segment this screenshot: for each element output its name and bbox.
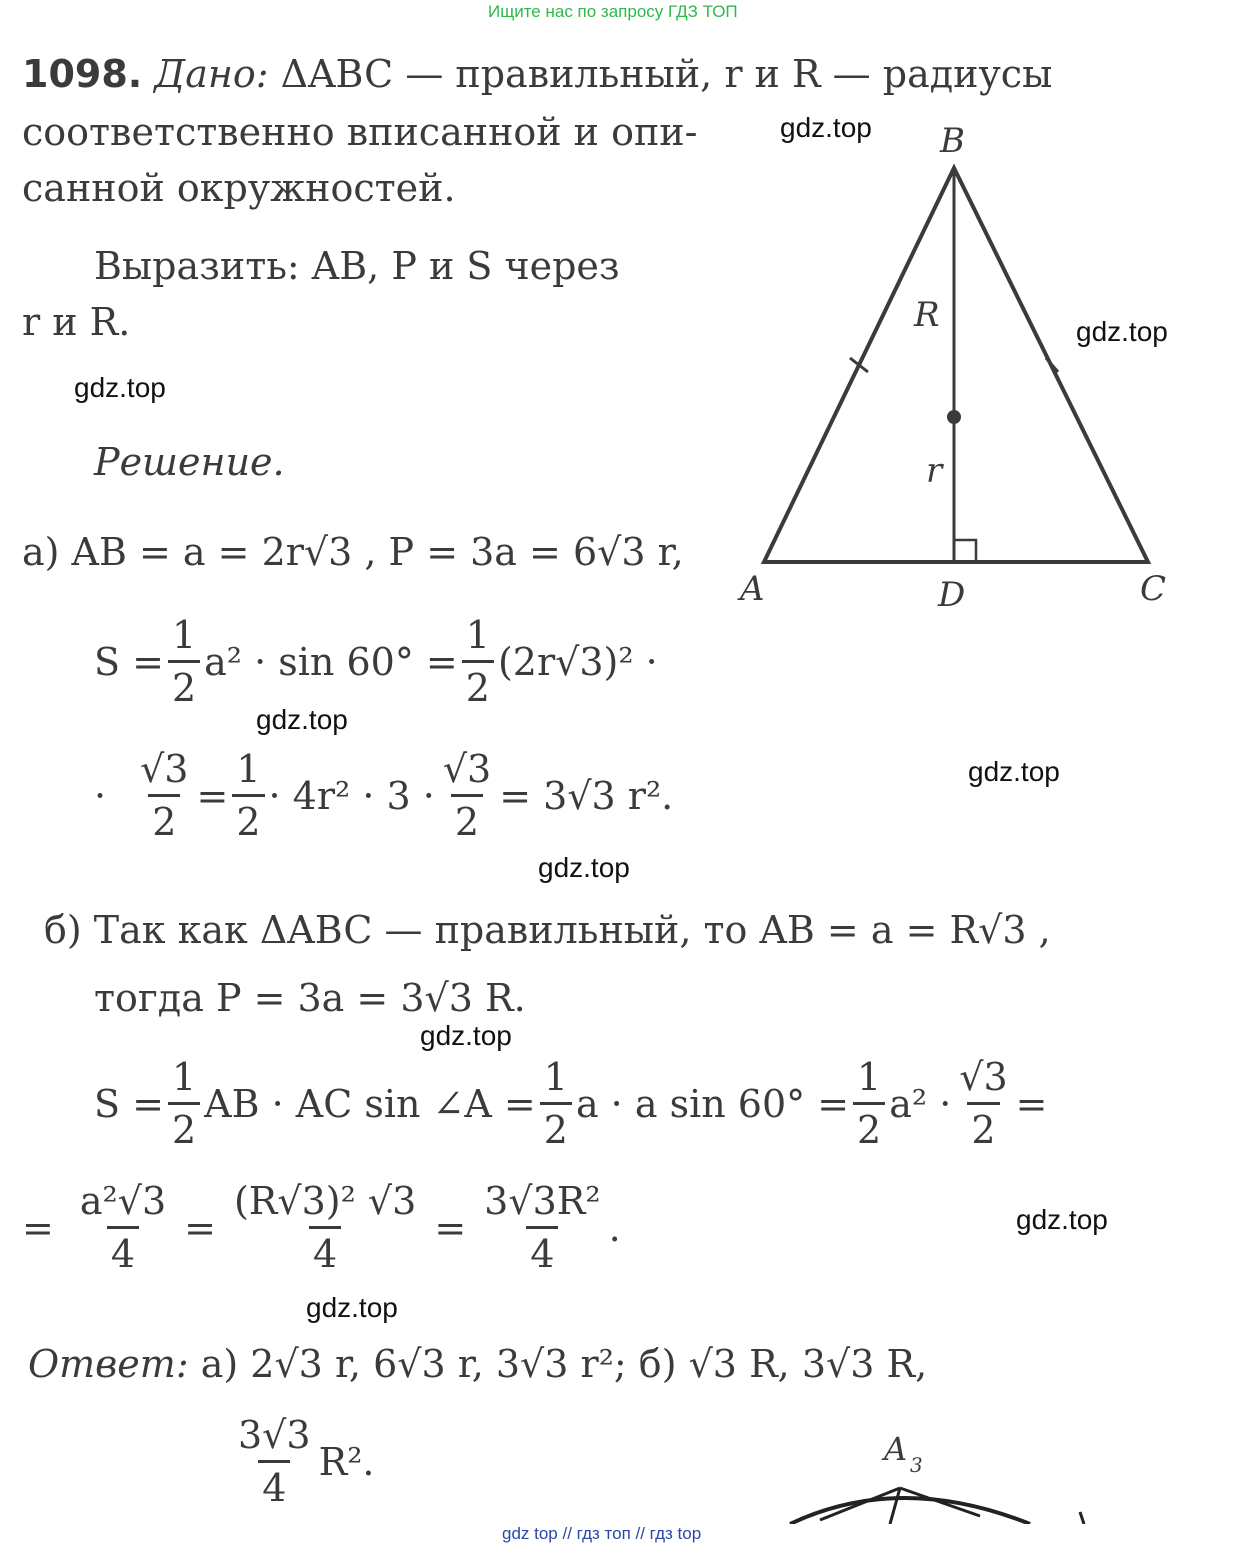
equals-b: =	[1015, 1081, 1048, 1126]
partial-polygon-figure	[780, 1424, 1120, 1524]
equals-b3: =	[184, 1205, 216, 1250]
watermark: gdz.top	[74, 372, 166, 403]
answer-text: а) 2√3 r, 6√3 r, 3√3 r²; б) √3 R, 3√3 R,	[200, 1342, 928, 1386]
a-squared: a² ·	[889, 1081, 952, 1126]
task-line2: r и R.	[22, 300, 131, 344]
answer-label: Ответ:	[28, 1342, 189, 1386]
watermark: gdz.top	[306, 1292, 398, 1323]
answer-fraction: $\frac{3√3}{4}$	[234, 1410, 315, 1513]
tick-ab	[850, 358, 868, 372]
part-b-line1: б) Так как ΔABC — правильный, то AB = a = R√3 ,	[44, 908, 1051, 952]
area-lhs: S =	[94, 639, 164, 684]
equals-b4: =	[434, 1205, 467, 1250]
problem-number: 1098.	[22, 52, 143, 96]
fraction-half-b1: $\frac{1}{2}$	[168, 1052, 200, 1155]
top-banner[interactable]: Ищите нас по запросу ГДЗ ТОП	[488, 2, 738, 21]
watermark: gdz.top	[780, 112, 872, 143]
a-squared-sin: a² · sin 60° =	[204, 639, 458, 684]
answer-line2	[230, 1410, 375, 1513]
problem-header	[22, 52, 1052, 96]
label-a: A	[740, 569, 765, 609]
label-d: D	[938, 575, 966, 615]
fraction-half-b3: $\frac{1}{2}$	[853, 1052, 885, 1155]
triangle-abc	[764, 168, 1148, 562]
part-a-line1: а) AB = a = 2r√3 , P = 3a = 6√3 r,	[22, 530, 684, 574]
middle-product: · 4r² · 3 ·	[268, 773, 435, 818]
fraction-half-3: $\frac{1}{2}$	[232, 744, 264, 847]
fraction-rsqrt3-4: $\frac{\text{(R√3)² √3}}{4}$	[230, 1176, 420, 1279]
right-angle-mark	[954, 540, 976, 562]
answer-tail: R².	[318, 1439, 375, 1484]
given-line1: ΔABC — правильный, r и R — радиусы	[280, 52, 1053, 96]
label-b: B	[940, 121, 965, 161]
fraction-sqrt3-2: $\frac{√3}{2}$	[136, 744, 192, 847]
partial-segment-3	[900, 1488, 980, 1516]
center-point	[947, 410, 961, 424]
partial-mark	[1080, 1512, 1084, 1524]
watermark: gdz.top	[1016, 1204, 1108, 1235]
bottom-banner[interactable]: gdz top // гдз топ // гдз top	[502, 1524, 702, 1543]
part-b-area-line2	[22, 1176, 621, 1279]
fraction-sqrt3-2-b: $\frac{√3}{2}$	[955, 1052, 1011, 1155]
fraction-a2sqrt3-4: $\frac{\text{a²√3}}{4}$	[76, 1176, 170, 1279]
watermark: gdz.top	[1076, 316, 1168, 347]
label-a3-sub: 3	[910, 1453, 923, 1477]
partial-segment-1	[890, 1488, 900, 1524]
dot: ·	[94, 773, 107, 818]
label-big-r: R	[914, 295, 940, 335]
part-b-area-line	[94, 1052, 1048, 1155]
watermark: gdz.top	[538, 852, 630, 883]
label-c: C	[1140, 569, 1167, 609]
given-label: Дано:	[154, 52, 269, 96]
period: .	[608, 1205, 621, 1250]
label-small-r: r	[926, 451, 943, 491]
fraction-half-2: $\frac{1}{2}$	[462, 610, 494, 713]
solution-label: Решение.	[94, 440, 285, 484]
answer-line	[28, 1342, 927, 1386]
given-line3: санной окружностей.	[22, 166, 456, 210]
fraction-half-b2: $\frac{1}{2}$	[540, 1052, 572, 1155]
equals-b2: =	[22, 1205, 54, 1250]
watermark: gdz.top	[968, 756, 1060, 787]
triangle-figure	[730, 120, 1190, 620]
paren-2r-sqrt3: (2r√3)² ·	[497, 639, 658, 684]
a-a-sin: a · a sin 60° =	[575, 1081, 850, 1126]
partial-segment-2	[820, 1488, 900, 1520]
given-line2: соответственно вписанной и опи-	[22, 110, 698, 154]
part-a-result: = 3√3 r².	[499, 773, 674, 818]
fraction-sqrt3-2b: $\frac{√3}{2}$	[439, 744, 495, 847]
fraction-3sqrt3r2-4: $\frac{\text{3√3R²}}{4}$	[480, 1176, 604, 1279]
fraction-half: $\frac{1}{2}$	[168, 610, 200, 713]
area-lhs-b: S =	[94, 1081, 164, 1126]
task-line1: Выразить: AB, P и S через	[94, 244, 620, 288]
ab-ac-sin: AB · AC sin ∠A =	[204, 1081, 536, 1126]
part-a-area-line2	[94, 744, 673, 847]
part-a-area-line	[94, 610, 658, 713]
label-a3: A	[884, 1430, 908, 1468]
watermark: gdz.top	[256, 704, 348, 735]
equals: =	[196, 773, 229, 818]
partial-circle-arc	[790, 1498, 1030, 1524]
part-b-line2: тогда P = 3a = 3√3 R.	[94, 976, 526, 1020]
watermark: gdz.top	[420, 1020, 512, 1051]
